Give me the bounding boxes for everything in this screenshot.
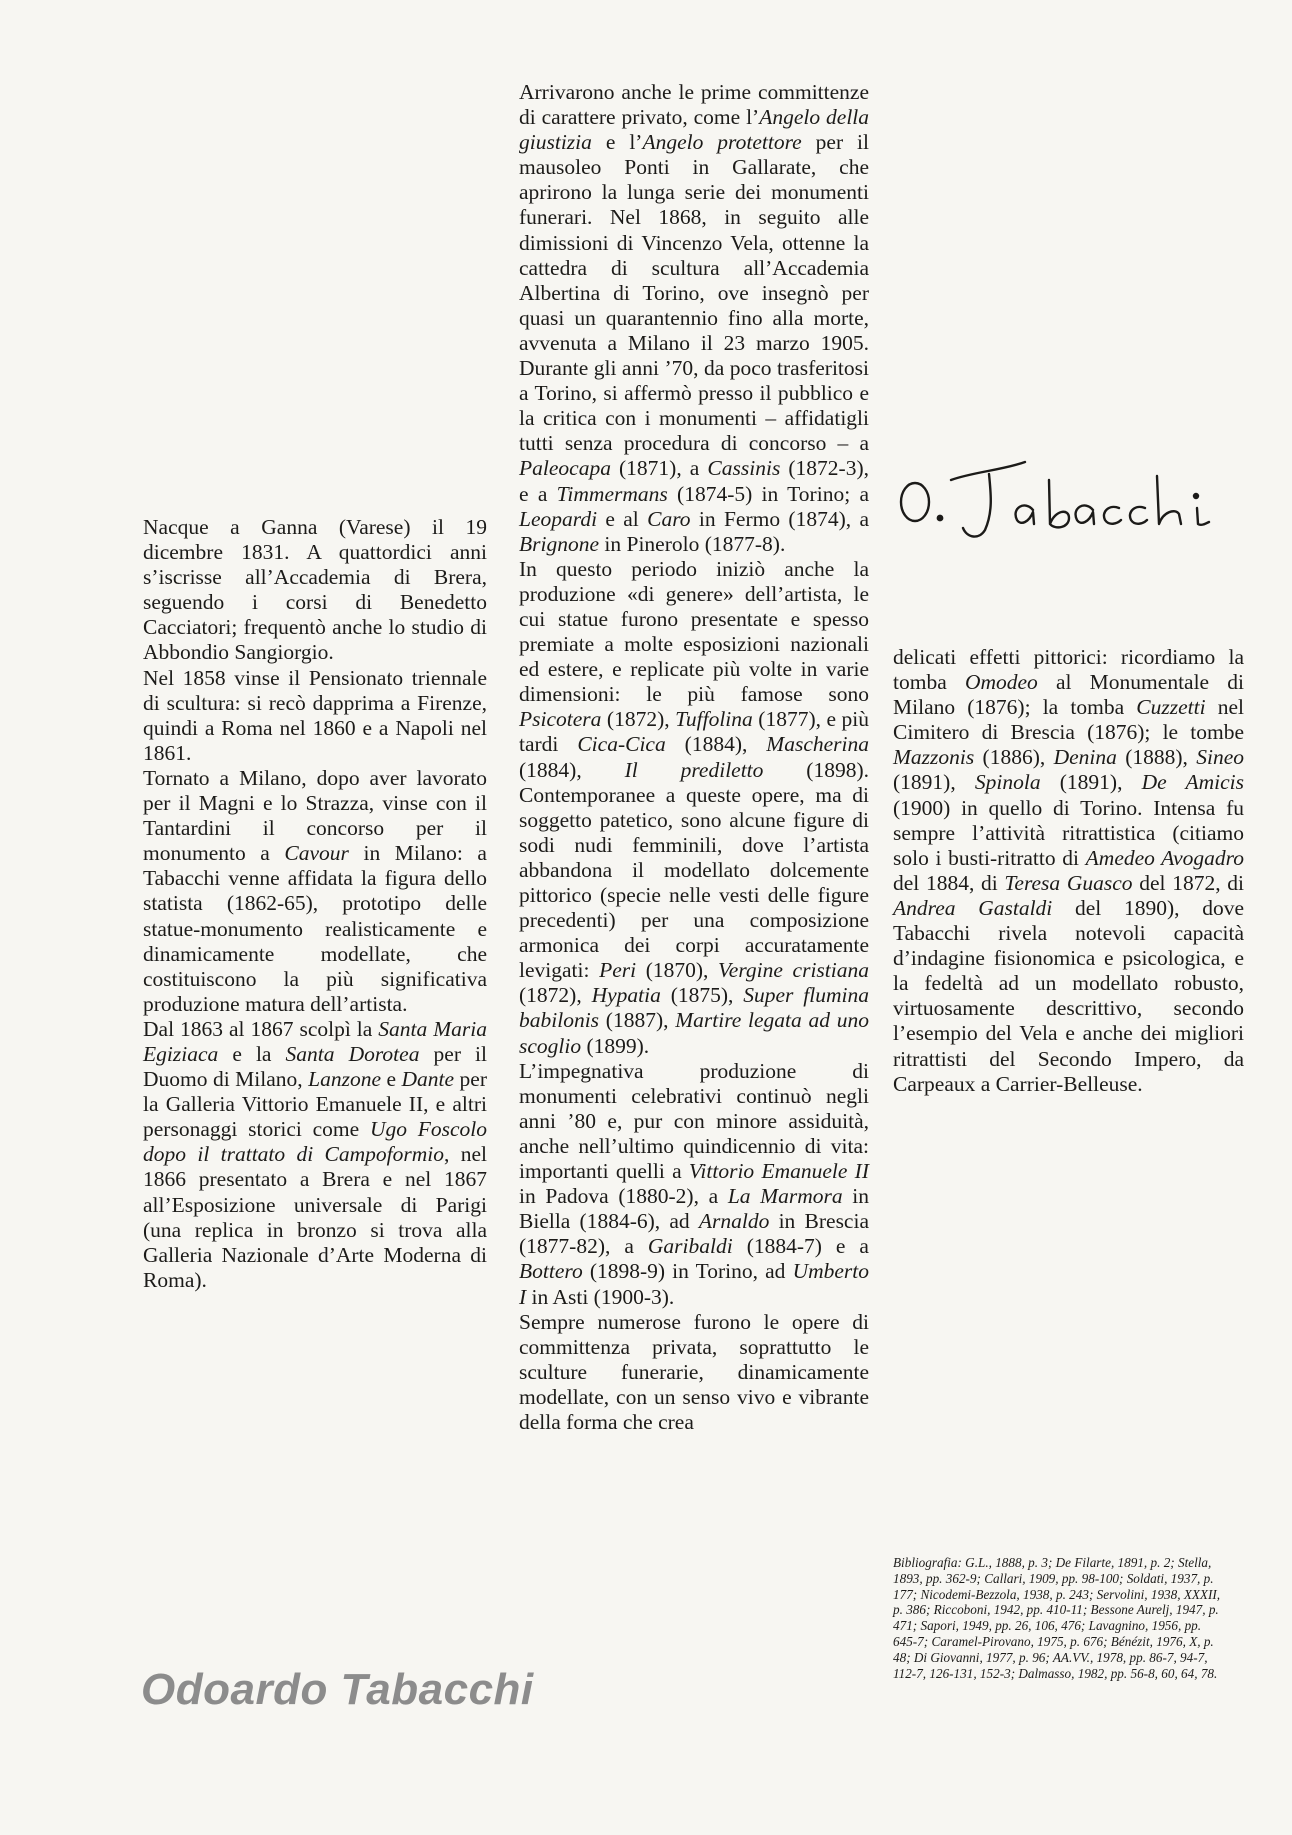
- paragraph: Nacque a Ganna (Varese) il 19 dicembre 1831. A quattordici anni s’iscrisse all’Accademia di Brera, seguendo i corsi di Benedetto Cacciatori; frequentò anche lo studio di Abbondio Sangiorgio.: [143, 515, 487, 665]
- paragraph: L’impegnativa produzione di monumenti celebrativi continuò negli anni ’80 e, pur con minore assiduità, anche nell’ultimo quindicennio di vita: importanti quelli a Vittorio Emanuele II in Padova (1880-2), a La Marmora in Biella (1884-6), ad Arnaldo in Brescia (1877-82), a Garibaldi (1884-7) e a Bottero (1898-9) in Torino, ad Umberto I in Asti (1900-3).: [519, 1058, 869, 1309]
- paragraph: Dal 1863 al 1867 scolpì la Santa Maria Egiziaca e la Santa Dorotea per il Duomo di Milano, Lanzone e Dante per la Galleria Vittorio Emanuele II, e altri personaggi storici come Ugo Foscolo dopo il trattato di Campoformio, nel 1866 presentato a Brera e nel 1867 all’Esposizione universale di Parigi (una replica in bronzo si trova alla Galleria Nazionale d’Arte Moderna di Roma).: [143, 1016, 487, 1292]
- paragraph: Sempre numerose furono le opere di committenza privata, soprattutto le sculture funerarie, dinamicamente modellate, con un senso vivo e vibrante della forma che crea: [519, 1309, 869, 1434]
- signature-image: [893, 450, 1244, 550]
- paragraph: delicati effetti pittorici: ricordiamo la tomba Omodeo al Monumentale di Milano (1876); la tomba Cuzzetti nel Cimitero di Brescia (1876); le tombe Mazzonis (1886), Denina (1888), Sineo (1891), Spinola (1891), De Amicis (1900) in quello di Torino. Intensa fu sempre l’attività ritrattistica (citiamo solo i busti-ritratto di Amedeo Avogadro del 1884, di Teresa Guasco del 1872, di Andrea Gastaldi del 1890), dove Tabacchi rivela notevoli capacità d’indagine fisionomica e psicologica, e la fedeltà ad un modellato robusto, virtuosamente descrittivo, secondo l’esempio del Vela e anche dei migliori ritrattisti del Secondo Impero, da Carpeaux a Carrier-Belleuse.: [893, 645, 1245, 1096]
- paragraph: Arrivarono anche le prime committenze di carattere privato, come l’Angelo della giustizia e l’Angelo protettore per il mausoleo Ponti in Gallarate, che aprirono la lunga serie dei monumenti funerari. Nel 1868, in seguito alle dimissioni di Vincenzo Vela, ottenne la cattedra di scultura all’Accademia Albertina di Torino, ove insegnò per quasi un quarantennio fino alla morte, avvenuta a Milano il 23 marzo 1905. Durante gli anni ’70, da poco trasferitosi a Torino, si affermò presso il pubblico e la critica con i monumenti – affidatigli tutti senza procedura di concorso – a Paleocapa (1871), a Cassinis (1872-3), e a Timmermans (1874-5) in Torino; a Leopardi e al Caro in Fermo (1874), a Brignone in Pinerolo (1877-8).: [519, 80, 870, 556]
- paragraph: In questo periodo iniziò anche la produzione «di genere» dell’artista, le cui statue furono presentate e spesso premiate a molte esposizioni nazionali ed estere, e replicate più volte in varie dimensioni: le più famose sono Psicotera (1872), Tuffolina (1877), e più tardi Cica-Cica (1884), Mascherina (1884), Il prediletto (1898). Contemporanee a queste opere, ma di soggetto patetico, sono alcune figure di sodi nudi femminili, dove l’artista abbandona il modellato dolcemente pittorico (specie nelle vesti delle figure precedenti) per una composizione armonica dei corpi accuratamente levigati: Peri (1870), Vergine cristiana (1872), Hypatia (1875), Super flumina babilonis (1887), Martire legata ad uno scoglio (1899).: [519, 556, 870, 1058]
- biography-column-left: [143, 515, 487, 1293]
- biography-column-right: [893, 645, 1244, 1097]
- paragraph: Tornato a Milano, dopo aver lavorato per il Magni e lo Strazza, vinse con il Tantardini il concorso per il monumento a Cavour in Milano: a Tabacchi venne affidata la figura dello statista (1862-65), prototipo delle statue-monumento realisticamente e dinamicamente modellate, che costituiscono la più significativa produzione matura dell’artista.: [143, 765, 487, 1016]
- paragraph: Nel 1858 vinse il Pensionato triennale di scultura: si recò dapprima a Firenze, quindi a Roma nel 1860 e a Napoli nel 1861.: [143, 665, 487, 765]
- biography-column-middle: [519, 80, 869, 1435]
- page-title: Odoardo Tabacchi: [141, 1665, 534, 1714]
- signature-icon: [893, 450, 1244, 550]
- bibliography: Bibliografia: G.L., 1888, p. 3; De Filarte, 1891, p. 2; Stella, 1893, pp. 362-9; Callari, 1909, pp. 98-100; Soldati, 1937, p. 177; Nicodemi-Bezzola, 1938, p. 243; Servolini, 1938, XXXII, p. 386; Riccoboni, 1942, pp. 410-11; Bessone Aurelj, 1947, p. 471; Sapori, 1949, pp. 26, 106, 476; Lavagnino, 1956, pp. 645-7; Caramel-Pirovano, 1975, p. 676; Bénézit, 1976, X, p. 48; Di Giovanni, 1977, p. 96; AA.VV., 1978, pp. 86-7, 94-7, 112-7, 126-131, 152-3; Dalmasso, 1982, pp. 56-8, 60, 64, 78.: [893, 1555, 1221, 1681]
